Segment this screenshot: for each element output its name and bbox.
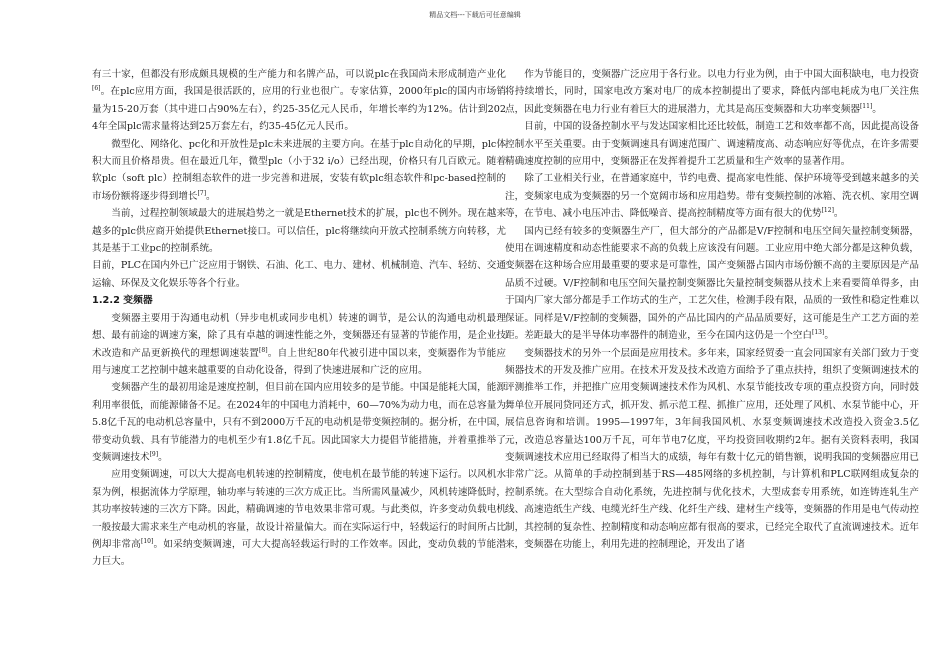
paragraph: 除了工业相关行业，在普通家庭中，节约电费、提高家电性能、保护环境等受到越来越多的关注，变频家电成为变频器的另一个宽阔市场和应用趋势。带有变频控制的冰箱、洗衣机、家用空调等，在节电、减小电压冲击、降低噪音、提高控制精度等方面有很大的优势[12]。	[505, 173, 919, 220]
left-column	[92, 66, 506, 571]
paragraph: 变频器产生的最初用途是速度控制，但目前在国内应用较多的是节能。中国是能耗大国，能源利用率很低，而能源储备不足。在2024年的中国电力消耗中，60—70%为动力电，而在总容量为5.8亿千瓦的电动机总容量中，只有不到2000万千瓦的电动机是带变频控制的。据分析，在中国，带变动负载、具有节能潜力的电机至少有1.8亿千瓦。因此国家大力提倡节能措施，并着重推举了变频调速技术[9]。	[92, 382, 506, 463]
reference-marker: [13]	[812, 328, 825, 336]
paragraph: 微型化、网络化、pc化和开放性是plc未来进展的主要方向。在基于plc自动化的早期，plc体积大而且价格昂贵。但在最近几年，微型plc（小于32 i/o）已经出现，价格只有几百欧元。随着软plc（soft plc）控制组态软件的进一步完善和进展，安装有软plc组态软件和pc-based控制的市场份额将逐步得到增长[7]。	[92, 138, 506, 202]
reference-marker: [11]	[859, 102, 873, 110]
section-heading: 1.2.2 变频器	[92, 295, 153, 307]
paragraph: 应用变频调速，可以大大提高电机转速的控制精度，使电机在最节能的转速下运行。以风机水泵为例，根据流体力学原理，轴功率与转速的三次方成正比。当所需风量减少，风机转速降低时，其功率按转速的三次方下降。因此，精确调速的节电效果非常可观。与此类似，许多变动负载电机一般按最大需求来生产电动机的容量，故设计裕量偏大。而在实际运行中，轻载运行的时间所占比例却非常高[10]。如采纳变频调速，可大大提高轻载运行时的工作效率。因此，变动负载的节能潜力巨大。	[92, 469, 506, 568]
reference-marker: [12]	[821, 207, 834, 215]
paragraph: 有三十家，但都没有形成颇具规模的生产能力和名牌产品，可以说plc在我国尚未形成制造产业化[6]。在plc应用方面，我国是很活跃的，应用的行业也很广。专家估算，2000年plc的国内市场销量为15-20万套（其中进口占90%左右），约25-35亿元人民币，年增长率约为12%。估计到2024年全国plc需求量将达到25万套左右，约35-45亿元人民币。	[92, 69, 506, 133]
paragraph: 目前，PLC在国内外已广泛应用于钢铁、石油、化工、电力、建材、机械制造、汽车、轻纺、交通运输、环保及文化娱乐等各个行业。	[92, 260, 506, 289]
reference-marker: [8]	[259, 346, 268, 354]
reference-marker: [10]	[140, 537, 154, 545]
paragraph: 变频器技术的另外一个层面是应用技术。多年来，国家经贸委一直会同国家有关部门致力于变频器技术的开发及推广应用。在技术开发及技术改造方面给予了重点扶持，组织了变频调速技术的评测推举工作，并把推广应用变频调速技术作为风机、水泵节能技改专项的重点投资方向，同时鼓舞单位开展同贷同还方式，抓开发、抓示范工程、抓推广应用，还处理了风机、水泵节能中心，开展信息咨询和培训。1995—1997年，3年间我国风机、水泵变频调速技术改造投入资金3.5亿元，改造总容量达100万千瓦，可年节电7亿度，平均投资回收期约2年。据有关资料表明，我国变频调速技术应用已经取得了相当大的成绩，每年有数十亿元的销售额，说明我国的变频器应用已非常广泛。从简单的手动控制到基于RS—485网络的多机控制，与计算机和PLC联网组成复杂的控制系统。在大型综合自动化系统，先进控制与优化技术，大型成套专用系统，如连铸连轧生产线、高速造纸生产线、电缆光纤生产线、化纤生产线、建材生产线等，变频器的作用是电气传动控制，其控制的复杂性、控制精度和动态响应都有很高的要求，已经完全取代了直流调速技术。近年来，变频器在功能上，利用先进的控制理论，开发出了诸	[505, 347, 919, 550]
paragraph: 国内已经有较多的变频器生产厂，但大部分的产品都是V/F控制和电压空间矢量控制变频器，使用在调速精度和动态性能要求不高的负载上应该没有问题。工业应用中绝大部分都是这种负载，变频器在这种场合应用最重要的要求是可靠性，国产变频器占国内市场份额不高的主要原因是产品品质不过硬。V/F控制和电压空间矢量控制变频器比矢量控制变频器从技术上来看要简单得多，由于国内厂家大部分都是手工作坊式的生产，工艺欠佳，检测手段有限，品质的一致性和稳定性难以保证。同样是V/F控制的变频器，国外的产品比国内的产品品质要好，这可能是生产工艺方面的差距。差距最大的是半导体功率器件的制造业，至今在国内这仍是一个空白[13]。	[505, 225, 919, 342]
paragraph: 目前，中国的设备控制水平与发达国家相比还比较低，制造工艺和效率都不高，因此提高设备控制水平至关重要。由于变频调速具有调速范围广、调速精度高、动态响应好等优点，在许多需要精确速度控制的应用中，变频器正在发挥着提升工艺质量和生产效率的显著作用。	[505, 121, 919, 168]
page-header: 精品文档---下载后可任意编辑	[429, 11, 521, 19]
paragraph: 变频器主要用于沟通电动机（异步电机或同步电机）转速的调节，是公认的沟通电动机最理想、最有前途的调速方案，除了具有卓越的调速性能之外，变频器还有显著的节能作用，是企业技术改造和产品更新换代的理想调速装置[8]。自上世纪80年代被引进中国以来，变频器作为节能应用与速度工艺控制中越来越重要的自动化设备，得到了快速进展和广泛的应用。	[92, 312, 506, 376]
reference-marker: [6]	[92, 85, 101, 93]
paragraph: 当前，过程控制领域最大的进展趋势之一就是Ethernet技术的扩展，plc也不例外。现在越来越多的plc供应商开始提供Ethernet接口。可以信任，plc将继续向开放式控制系统方向转移，尤其是基于工业pc的控制系统。	[92, 208, 506, 255]
paragraph: 作为节能目的，变频器广泛应用于各行业。以电力行业为例，由于中国大面积缺电，电力投资将持续增长，同时，国家电改方案对电厂的成本控制提出了要求，降低内部电耗成为电厂关注焦点，因此变频器在电力行业有着巨大的进展潜力，尤其是高压变频器和大功率变频器[11]。	[505, 69, 919, 115]
right-column	[505, 66, 919, 553]
reference-marker: [9]	[149, 450, 159, 458]
reference-marker: [7]	[197, 189, 207, 197]
